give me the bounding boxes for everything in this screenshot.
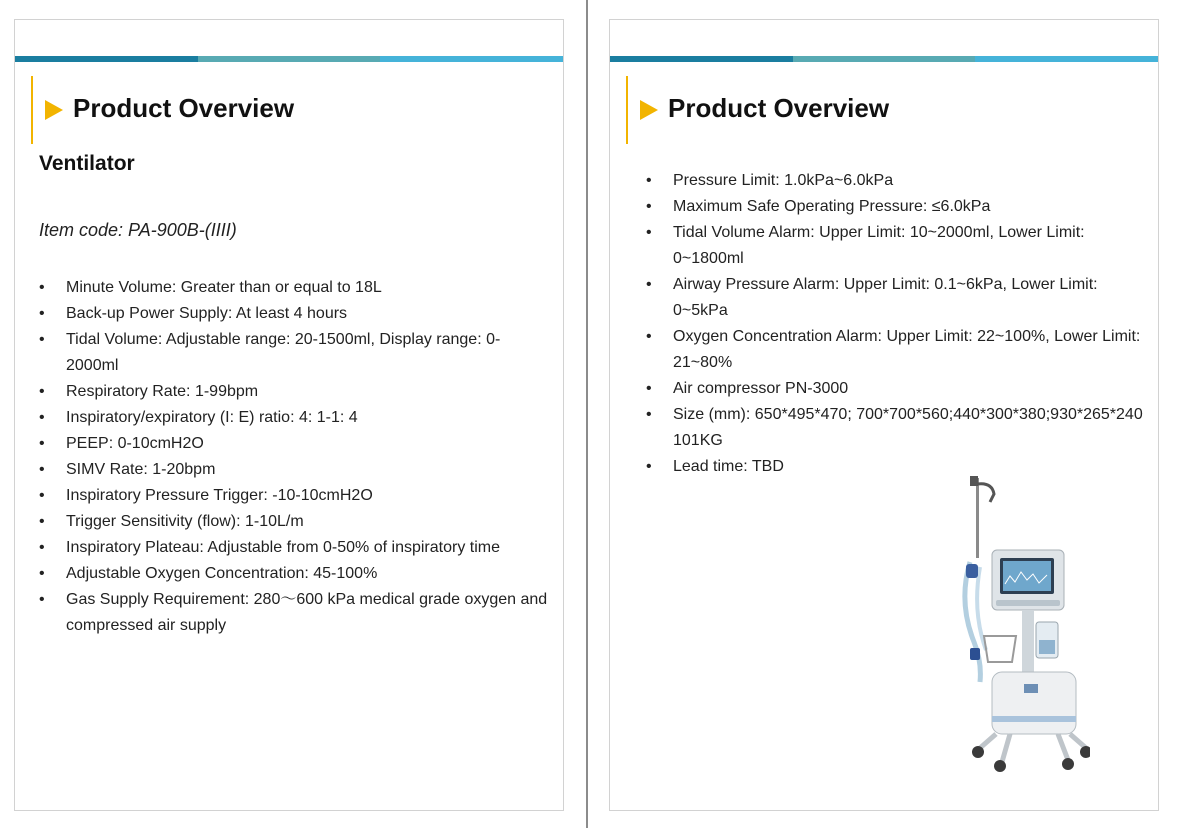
spec-item: • Inspiratory Plateau: Adjustable from 0-50% of inspiratory time xyxy=(39,535,549,561)
spec-item: • Inspiratory/expiratory (I: E) ratio: 4: 1-1: 4 xyxy=(39,405,549,431)
spec-item: • Airway Pressure Alarm: Upper Limit: 0.1~6kPa, Lower Limit: 0~5kPa xyxy=(646,272,1156,324)
top-color-bar xyxy=(610,56,1158,62)
spec-item: • Tidal Volume Alarm: Upper Limit: 10~2000ml, Lower Limit: 0~1800ml xyxy=(646,220,1156,272)
spec-item: • Adjustable Oxygen Concentration: 45-100% xyxy=(39,561,549,587)
top-color-bar xyxy=(15,56,563,62)
spec-item: • Pressure Limit: 1.0kPa~6.0kPa xyxy=(646,168,1156,194)
slide-title: Product Overview xyxy=(73,93,295,123)
spec-item: • Gas Supply Requirement: 280～600 kPa medical grade oxygen and compressed air supply xyxy=(39,587,549,639)
spec-item: • Back-up Power Supply: At least 4 hours xyxy=(39,301,549,327)
spec-item: • SIMV Rate: 1-20bpm xyxy=(39,457,549,483)
spec-item: • Air compressor PN-3000 xyxy=(646,376,1156,402)
item-code: Item code: PA-900B-(IIII) xyxy=(39,220,237,240)
slide-title: Product Overview xyxy=(668,93,890,123)
spec-item: • Maximum Safe Operating Pressure: ≤6.0kPa xyxy=(646,194,1156,220)
spec-item: • Respiratory Rate: 1-99bpm xyxy=(39,379,549,405)
spec-item: • Lead time: TBD xyxy=(646,454,1156,480)
slide-right xyxy=(609,19,1159,811)
spec-item: • Oxygen Concentration Alarm: Upper Limit: 22~100%, Lower Limit: 21~80% xyxy=(646,324,1156,376)
title-arrow-icon xyxy=(45,100,63,120)
title-block xyxy=(31,76,295,144)
spec-item: • Trigger Sensitivity (flow): 1-10L/m xyxy=(39,509,549,535)
title-block xyxy=(626,76,890,144)
page-divider xyxy=(586,0,588,828)
product-name: Ventilator xyxy=(39,152,135,175)
spec-item: • Inspiratory Pressure Trigger: -10-10cmH2O xyxy=(39,483,549,509)
title-arrow-icon xyxy=(640,100,658,120)
spec-list xyxy=(646,168,1156,480)
spec-item: • PEEP: 0-10cmH2O xyxy=(39,431,549,457)
ventilator-illustration xyxy=(940,472,1090,772)
spec-item: • Size (mm): 650*495*470; 700*700*560;440*300*380;930*265*240 101KG xyxy=(646,402,1156,454)
slide-left xyxy=(14,19,564,811)
spec-list xyxy=(39,275,549,639)
spec-item: • Minute Volume: Greater than or equal to 18L xyxy=(39,275,549,301)
spec-item: • Tidal Volume: Adjustable range: 20-1500ml, Display range: 0-2000ml xyxy=(39,327,549,379)
